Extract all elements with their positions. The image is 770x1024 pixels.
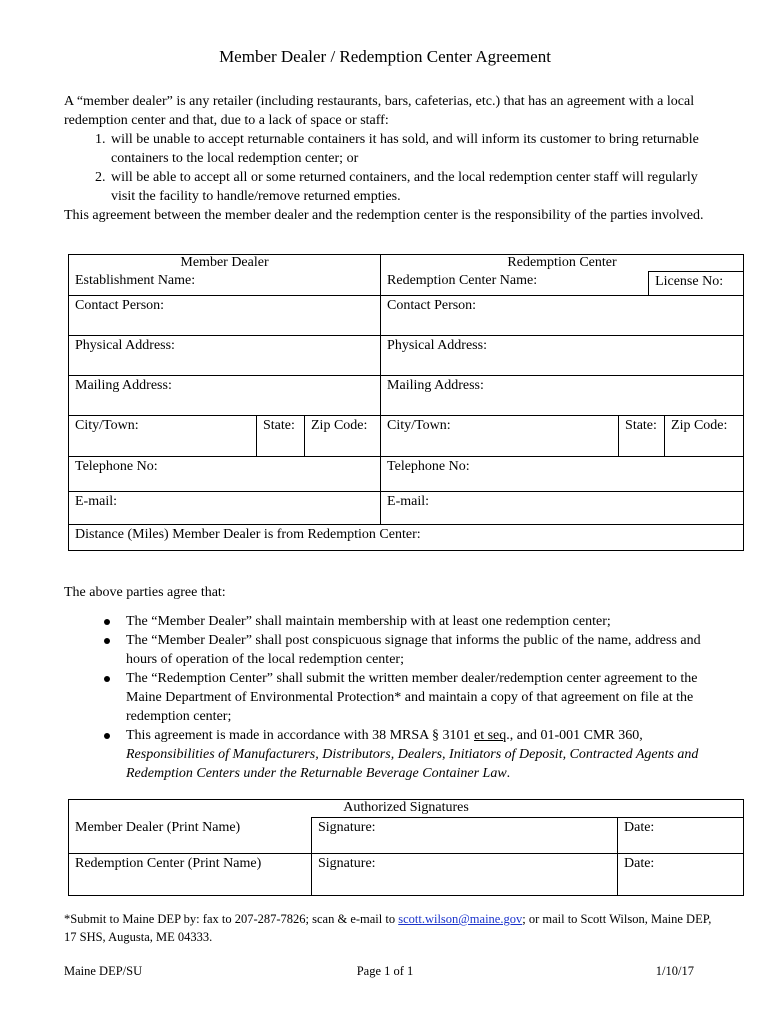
dealer-physical-address-label: Physical Address: xyxy=(75,338,175,353)
dealer-email-field[interactable] xyxy=(69,492,381,525)
agreement-term: The “Member Dealer” shall maintain membership with at least one redemption center; xyxy=(104,612,704,631)
center-telephone-field[interactable] xyxy=(381,457,744,492)
redemption-center-print-field[interactable] xyxy=(69,854,312,896)
center-mailing-address-label: Mailing Address: xyxy=(387,378,484,393)
dealer-state-field[interactable] xyxy=(257,416,305,457)
page-title: Member Dealer / Redemption Center Agreement xyxy=(219,47,551,66)
distance-field[interactable] xyxy=(69,525,744,551)
redemption-center-signature-label: Signature: xyxy=(318,856,376,871)
center-email-field[interactable] xyxy=(381,492,744,525)
definition-item-1: 1. will be unable to accept returnable containers it has sold, and will inform its customer to bring returnable containers to the local redemption center; or xyxy=(109,130,704,168)
intro-section xyxy=(64,92,704,225)
member-dealer-definition: A “member dealer” is any retailer (including restaurants, bars, cafeterias, etc.) that has an agreement with a local redemption center and that, due to a lack of space or staff: xyxy=(64,94,695,128)
redemption-center-date-field[interactable] xyxy=(618,854,744,896)
dealer-mailing-address-label: Mailing Address: xyxy=(75,378,172,393)
redemption-center-name-field[interactable] xyxy=(381,271,648,295)
member-dealer-print-field[interactable] xyxy=(69,818,312,854)
license-no-field[interactable] xyxy=(648,271,743,295)
center-state-label: State: xyxy=(625,418,657,433)
redemption-center-header: Redemption Center xyxy=(507,255,617,270)
dealer-physical-address-field[interactable] xyxy=(69,336,381,376)
submission-footnote xyxy=(64,910,724,946)
footer-agency: Maine DEP/SU xyxy=(64,964,143,978)
dealer-telephone-label: Telephone No: xyxy=(75,459,158,474)
member-dealer-column[interactable] xyxy=(69,255,381,296)
center-email-label: E-mail: xyxy=(387,494,430,509)
center-mailing-address-field[interactable] xyxy=(381,376,744,416)
signatures-table xyxy=(68,799,744,896)
dealer-contact-person-label: Contact Person: xyxy=(75,298,165,313)
dealer-state-label: State: xyxy=(263,418,295,433)
center-city-field[interactable] xyxy=(381,416,619,457)
footer-page-number: Page 1 of 1 xyxy=(356,964,414,978)
dealer-telephone-field[interactable] xyxy=(69,457,381,492)
agreement-term: The “Member Dealer” shall post conspicuous signage that informs the public of the name, address and hours of operation of the local redemption center; xyxy=(104,631,704,669)
member-dealer-header: Member Dealer xyxy=(180,255,269,270)
footnote-suffix: ; or mail to Scott Wilson, Maine DEP, 17 SHS, Augusta, ME 04333. xyxy=(64,912,712,944)
center-zip-label: Zip Code: xyxy=(671,418,728,433)
center-contact-person-label: Contact Person: xyxy=(387,298,477,313)
dealer-contact-person-field[interactable] xyxy=(69,296,381,336)
center-zip-field[interactable] xyxy=(665,416,744,457)
dealer-zip-label: Zip Code: xyxy=(311,418,368,433)
dealer-mailing-address-field[interactable] xyxy=(69,376,381,416)
footnote-prefix: *Submit to Maine DEP by: fax to 207-287-7826; scan & e-mail to xyxy=(64,912,399,926)
agreement-term-statute xyxy=(104,726,704,783)
member-dealer-date-label: Date: xyxy=(624,820,655,835)
definition-item-2: 2. will be able to accept all or some returned containers, and the local redemption center staff will regularly visit the facility to handle/remove returned empties. xyxy=(109,168,704,206)
agreement-terms-list xyxy=(104,612,704,783)
dealer-city-label: City/Town: xyxy=(75,418,139,433)
regulation-title: Responsibilities of Manufacturers, Distributors, Dealers, Initiators of Deposit, Contracted Agents and Redemption Centers under the Returnable Beverage Container Law xyxy=(126,747,699,781)
license-no-label: License No: xyxy=(655,274,724,289)
dealer-city-field[interactable] xyxy=(69,416,257,457)
responsibility-statement: This agreement between the member dealer and the redemption center is the responsibility of the parties involved. xyxy=(64,208,704,223)
dealer-zip-field[interactable] xyxy=(305,416,381,457)
authorized-signatures-header: Authorized Signatures xyxy=(69,800,744,818)
email-link[interactable]: scott.wilson@maine.gov xyxy=(398,912,523,926)
center-contact-person-field[interactable] xyxy=(381,296,744,336)
member-dealer-print-label: Member Dealer (Print Name) xyxy=(75,819,241,835)
statute-text: This agreement is made in accordance with 38 MRSA § 3101 xyxy=(126,728,474,743)
et-seq-text: et seq xyxy=(473,728,507,743)
agreement-lead: The above parties agree that: xyxy=(64,585,226,600)
center-physical-address-label: Physical Address: xyxy=(387,338,487,353)
center-city-label: City/Town: xyxy=(387,418,451,433)
member-dealer-date-field[interactable] xyxy=(618,818,744,854)
footer-date: 1/10/17 xyxy=(655,964,694,978)
redemption-center-date-label: Date: xyxy=(624,856,655,871)
statute-text-cont: ., and 01-001 CMR 360, xyxy=(506,728,643,743)
redemption-center-print-label: Redemption Center (Print Name) xyxy=(75,856,262,871)
parties-table xyxy=(68,254,744,551)
establishment-name-label: Establishment Name: xyxy=(75,273,196,288)
agreement-term: The “Redemption Center” shall submit the written member dealer/redemption center agreement to the Maine Department of Environmental Protection* and maintain a copy of that agreement on file at the redemption center; xyxy=(104,669,704,726)
redemption-center-name-label: Redemption Center Name: xyxy=(387,273,538,288)
statute-period: . xyxy=(506,766,511,781)
redemption-center-signature-field[interactable] xyxy=(312,854,618,896)
redemption-center-column xyxy=(381,255,744,296)
center-physical-address-field[interactable] xyxy=(381,336,744,376)
center-telephone-label: Telephone No: xyxy=(387,459,470,474)
distance-label: Distance (Miles) Member Dealer is from Redemption Center: xyxy=(75,527,421,542)
member-dealer-signature-label: Signature: xyxy=(318,820,376,835)
center-state-field[interactable] xyxy=(619,416,665,457)
member-dealer-signature-field[interactable] xyxy=(312,818,618,854)
dealer-email-label: E-mail: xyxy=(75,494,117,509)
definition-list xyxy=(64,130,704,206)
